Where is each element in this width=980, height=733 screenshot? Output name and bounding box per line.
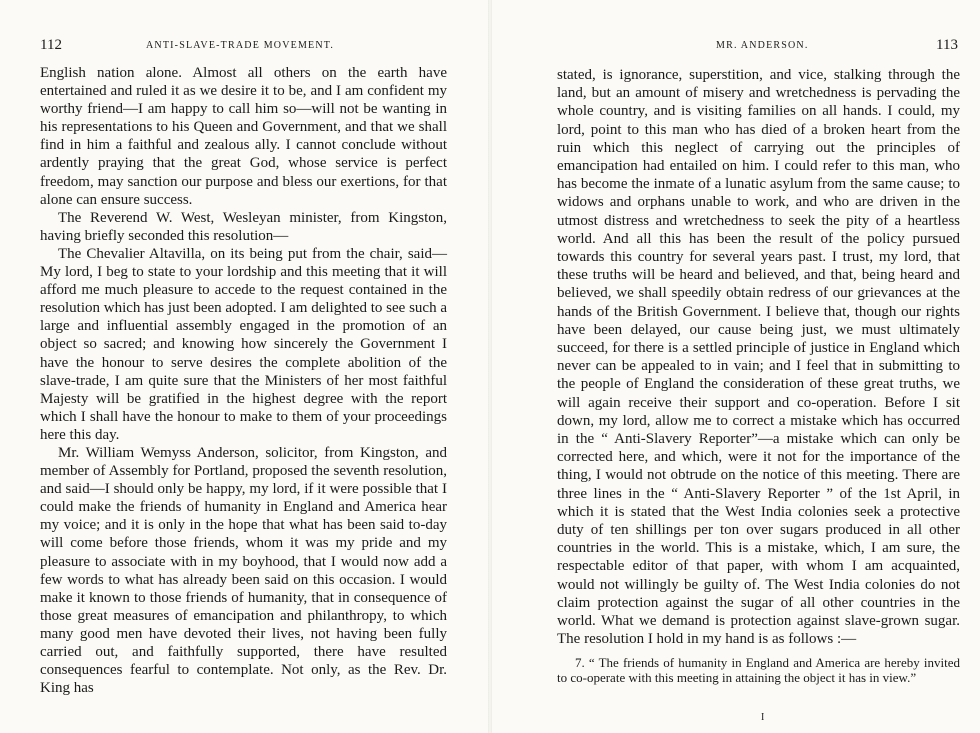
signature-mark: I [761, 712, 765, 723]
paragraph: English nation alone. Almost all others on the earth have entertained and ruled it as we desire it to be, and I am confident my worthy friend—I am happy to call him so—will not be wanting in his representations to his Queen and Government, and that we shall find in him a faithful and zealous ally. I cannot conclude without ardently praying that the great God, whose service is perfect freedom, may sanction our purpose and bless our exertions, for that alone can ensure success. [40, 65, 447, 208]
paragraph: stated, is ignorance, superstition, and vice, stalking through the land, but an amount of misery and wretchedness is pervading the whole country, and is visiting families on all hands. I could, my lord, point to this man who has died of a broken heart from the ruin which this neglect of carrying out the principles of emancipation had entailed on him. I could refer to this man, who has become the inmate of a lunatic asylum from the same cause; to widows and orphans unable to work, and who are driven in the utmost distress and wretchedness to seek the pity of a heartless world. And all this has been the result of the policy pursued towards this country for several years past. I trust, my lord, that these truths will be heard and believed, and that, being heard and believed, we shall speedily obtain redress of our grievances at the hands of the British Government. I believe that, though our rights have been delayed, our cause being just, we must ultimately succeed, for there is a settled principle of justice in England which never can be appealed to in vain; and I feel that in submitting to the people of England the consideration of these great truths, we will again receive their support and co-operation. Before I sit down, my lord, allow me to correct a mistake which has occurred in the “ Anti-Slavery Reporter”—a mistake which can only be corrected here, and which, were it not for the importance of the thing, I would not obtrude on the notice of this meeting. There are three lines in the “ Anti-Slavery Reporter ” of the 1st April, in which it is stated that the West India colonies seek a protective duty of ten shillings per ton over sugars produced in all other countries in the world. This is a mistake, which, I am sure, the respectable editor of that paper, with whom I am acquainted, would not willingly be guilty of. The West India colonies do not claim protection against the sugar of all other countries in the world. What we demand is protection against slave-grown sugar. The resolution I hold in my hand is as follows :— [557, 67, 960, 648]
running-head: MR. ANDERSON. [716, 40, 809, 51]
page-body [40, 64, 447, 697]
paragraph: Mr. William Wemyss Anderson, solicitor, from Kingston, and member of Assembly for Portland, proposed the seventh resolution, and said—I should only be happy, my lord, if it were possible that I could make the friends of humanity in England and America hear my voice; and it is only in the hope that what has been said to-day will come before those friends, whom it was my pride and my pleasure to associate with in my boyhood, that I would now add a few words to what has already been said on this occasion. I would make it known to those friends of humanity, that in consequence of those great measures of emancipation and philanthropy, to which many good men have devoted their lives, not having been fully carried out, and faithfully supported, there have resulted consequences fearful to contemplate. Not only, as the Rev. Dr. King has [40, 444, 447, 697]
paragraph: The Chevalier Altavilla, on its being put from the chair, said—My lord, I beg to state to your lordship and this meeting that it will afford me much pleasure to accede to the request contained in the resolution which has just been adopted. I am delighted to see such a large and influential assembly engaged in the promotion of an object so sacred; and knowing how sincerely the Government I have the honour to serve desires the complete abolition of the slave-trade, I am quite sure that the Ministers of her most faithful Majesty will be gratified in the highest degree with the report which I shall have the honour to make to them of your proceedings here this day. [40, 245, 447, 443]
paragraph: The Reverend W. West, Wesleyan minister, from Kingston, having briefly seconded this resolution— [40, 209, 447, 244]
page-number: 112 [40, 37, 62, 53]
right-page [490, 0, 980, 733]
running-head: ANTI-SLAVE-TRADE MOVEMENT. [146, 40, 335, 51]
resolution-quote: 7. “ The friends of humanity in England and America are hereby invited to co-operate with this meeting in attaining the object it has in view.” [557, 654, 960, 685]
page-number: 113 [936, 37, 958, 53]
page-body [557, 66, 960, 686]
